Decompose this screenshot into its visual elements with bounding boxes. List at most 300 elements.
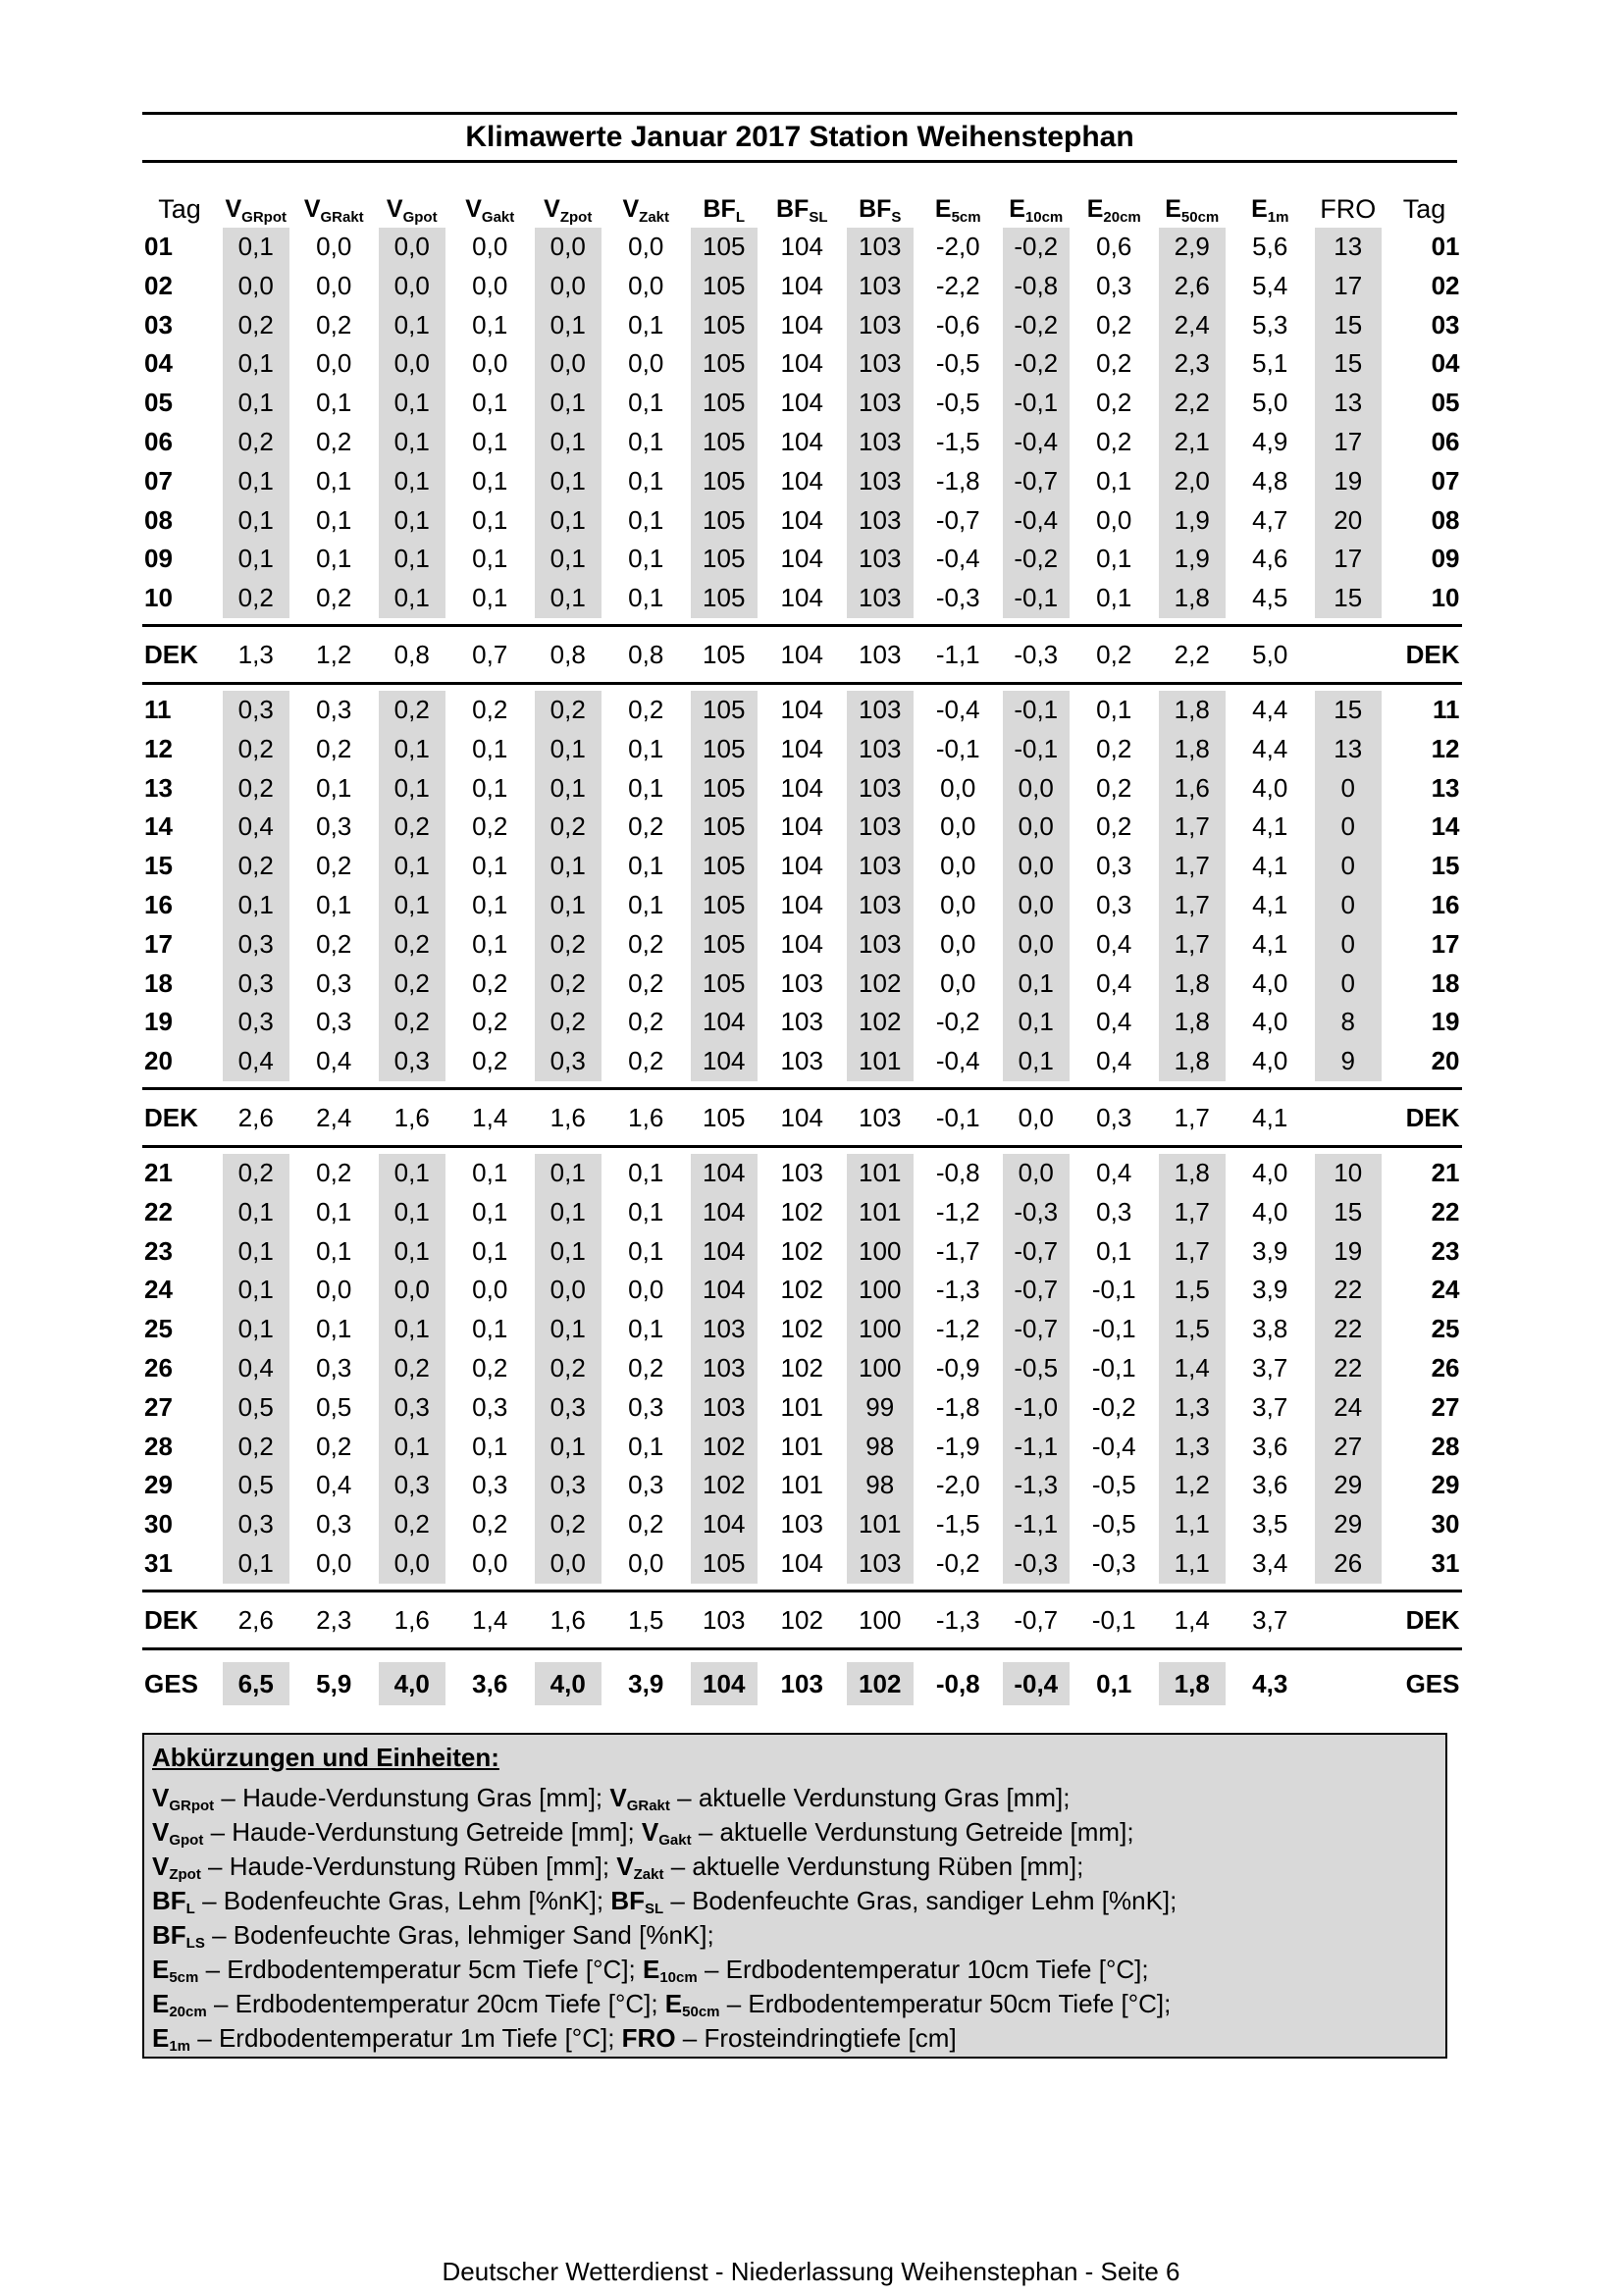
table-cell xyxy=(841,625,919,683)
table-row xyxy=(142,579,1462,618)
cell-value: 13 xyxy=(1315,228,1382,267)
table-cell xyxy=(529,267,607,306)
table-cell xyxy=(919,1428,998,1467)
cell-value: -2,0 xyxy=(935,232,980,261)
table-cell xyxy=(1309,1656,1387,1711)
cell-value: 0,1 xyxy=(472,851,508,881)
cell-value: 104 xyxy=(780,348,823,379)
table-cell xyxy=(685,540,763,579)
header-col-sub: 1m xyxy=(1267,208,1289,226)
row-label: 10 xyxy=(144,583,173,613)
cell-value: 0,1 xyxy=(535,1428,602,1467)
legend-text: – Erdbodentemperatur 20cm Tiefe [°C]; xyxy=(206,1989,665,2018)
table-cell xyxy=(841,1466,919,1505)
table-cell xyxy=(607,691,686,730)
row-label: 21 xyxy=(144,1157,173,1187)
cell-value: 1,3 xyxy=(1159,1388,1226,1428)
cell-value: 100 xyxy=(847,1349,914,1388)
cell-value: 2,0 xyxy=(1159,462,1226,501)
row-label-right: 22 xyxy=(1431,1196,1460,1226)
legend-title: Abkürzungen und Einheiten: xyxy=(152,1743,499,1772)
cell-value: 0,2 xyxy=(535,808,602,847)
cell-value: 0,5 xyxy=(223,1388,289,1428)
cell-value: 0,2 xyxy=(379,808,445,847)
table-row xyxy=(142,306,1462,345)
table-cell xyxy=(217,1003,295,1042)
legend-abbr: $V_{Gpot}$ xyxy=(152,1817,204,1849)
table-cell xyxy=(997,625,1075,683)
cell-value: 3,7 xyxy=(1252,1604,1288,1635)
cell-value: 1,3 xyxy=(237,639,274,669)
table-cell xyxy=(607,1428,686,1467)
table-cell xyxy=(217,965,295,1004)
table-cell xyxy=(685,1154,763,1193)
table-cell xyxy=(217,1349,295,1388)
cell-value: 2,2 xyxy=(1159,384,1226,423)
cell-value: 3,7 xyxy=(1252,1352,1288,1383)
table-cell xyxy=(1075,925,1154,965)
table-cell xyxy=(451,1042,530,1081)
table-cell xyxy=(685,228,763,267)
header-col xyxy=(451,190,530,228)
cell-value: 0,1 xyxy=(379,384,445,423)
table-cell xyxy=(295,1088,374,1146)
cell-value: 0,3 xyxy=(223,691,289,730)
cell-value: 9 xyxy=(1315,1042,1382,1081)
table-cell xyxy=(295,625,374,683)
cell-value: 0,1 xyxy=(379,462,445,501)
cell-value: 0,0 xyxy=(1003,808,1070,847)
cell-value: 0,3 xyxy=(223,925,289,965)
spacer-cell xyxy=(142,1146,1462,1154)
table-cell xyxy=(997,1428,1075,1467)
table-cell xyxy=(763,1003,842,1042)
table-cell xyxy=(1075,808,1154,847)
cell-value: 0,2 xyxy=(379,925,445,965)
cell-value: 0,2 xyxy=(223,730,289,769)
header-col-sub: Zakt xyxy=(639,208,670,226)
table-cell xyxy=(529,344,607,384)
cell-value: 103 xyxy=(847,267,914,306)
header-col xyxy=(607,190,686,228)
cell-value: 0,3 xyxy=(223,1505,289,1544)
table-cell xyxy=(451,1193,530,1232)
table-cell xyxy=(529,1232,607,1272)
table-cell xyxy=(529,1505,607,1544)
table-cell xyxy=(685,730,763,769)
cell-value: 0,1 xyxy=(472,889,508,919)
header-col-base: V xyxy=(622,194,640,223)
table-cell xyxy=(607,501,686,541)
cell-value: 0,0 xyxy=(535,1271,602,1310)
table-cell xyxy=(763,1271,842,1310)
table-cell xyxy=(607,1042,686,1081)
cell-value: 0,3 xyxy=(535,1042,602,1081)
row-label-right: 14 xyxy=(1431,811,1460,842)
cell-value: 104 xyxy=(780,465,823,496)
table-cell xyxy=(919,384,998,423)
table-cell xyxy=(997,769,1075,809)
table-cell xyxy=(997,267,1075,306)
table-cell xyxy=(1231,462,1310,501)
cell-value: 100 xyxy=(859,1604,902,1635)
cell-value: -0,7 xyxy=(1003,1271,1070,1310)
table-cell xyxy=(763,1310,842,1349)
table-cell xyxy=(1309,267,1387,306)
row-label: 07 xyxy=(144,465,173,496)
table-cell xyxy=(451,540,530,579)
table-cell xyxy=(217,228,295,267)
cell-value: 104 xyxy=(780,733,823,763)
cell-value: 15 xyxy=(1315,306,1382,345)
cell-value: 0,1 xyxy=(628,1314,664,1344)
table-cell xyxy=(685,1193,763,1232)
legend-abbr: $E_{10cm}$ xyxy=(643,1955,698,1986)
table-cell xyxy=(685,1232,763,1272)
cell-value: 0,3 xyxy=(472,1470,508,1500)
cell-value: 0,1 xyxy=(223,1271,289,1310)
table-cell xyxy=(217,1088,295,1146)
table-row xyxy=(142,384,1462,423)
cell-value: 0,8 xyxy=(393,639,430,669)
cell-value: 0,0 xyxy=(1018,1102,1054,1132)
table-cell xyxy=(373,540,451,579)
cell-value: 17 xyxy=(1315,267,1382,306)
table-cell xyxy=(295,1466,374,1505)
table-cell xyxy=(607,579,686,618)
cell-value: 26 xyxy=(1315,1544,1382,1584)
legend-abbr-sub: Gakt xyxy=(658,1832,692,1849)
table-cell xyxy=(685,1271,763,1310)
table-cell xyxy=(373,808,451,847)
cell-value: 0,2 xyxy=(1096,309,1132,339)
cell-value: 0,1 xyxy=(472,583,508,613)
legend-abbr-sub: GRpot xyxy=(169,1798,215,1814)
table-row xyxy=(142,540,1462,579)
cell-value: 0,0 xyxy=(628,1275,664,1305)
row-label: 17 xyxy=(144,928,173,959)
table-row xyxy=(142,1232,1462,1272)
cell-value: 1,8 xyxy=(1159,1003,1226,1042)
row-label: DEK xyxy=(142,1591,217,1648)
table-cell xyxy=(295,1154,374,1193)
table-cell xyxy=(451,847,530,886)
table-row xyxy=(142,1349,1462,1388)
cell-value: -0,8 xyxy=(935,1668,980,1698)
table-cell xyxy=(451,1591,530,1648)
cell-value: 0,2 xyxy=(628,1509,664,1539)
table-cell xyxy=(373,579,451,618)
cell-value: 103 xyxy=(847,730,914,769)
row-label-right: 03 xyxy=(1431,309,1460,339)
cell-value: 4,3 xyxy=(1252,1668,1288,1698)
cell-value: 1,3 xyxy=(1159,1428,1226,1467)
table-row xyxy=(142,462,1462,501)
table-cell xyxy=(1153,691,1231,730)
table-cell xyxy=(685,1388,763,1428)
table-cell xyxy=(685,384,763,423)
cell-value: 0,0 xyxy=(535,344,602,384)
cell-value: 22 xyxy=(1315,1349,1382,1388)
cell-value: 0,2 xyxy=(1096,811,1132,842)
cell-value: 0,2 xyxy=(535,1505,602,1544)
cell-value: 0,2 xyxy=(472,1509,508,1539)
cell-value: 105 xyxy=(691,384,758,423)
table-cell xyxy=(217,886,295,925)
table-cell xyxy=(1153,769,1231,809)
cell-value: 105 xyxy=(691,808,758,847)
cell-value: 4,0 xyxy=(379,1662,445,1705)
table-cell xyxy=(1153,1505,1231,1544)
table-cell xyxy=(1153,1271,1231,1310)
table-cell xyxy=(1075,730,1154,769)
spacer-cell xyxy=(142,1081,1462,1089)
table-cell xyxy=(685,1544,763,1584)
cell-value: 0,1 xyxy=(628,1431,664,1461)
table-cell xyxy=(841,1544,919,1584)
row-label-right: 05 xyxy=(1431,388,1460,418)
cell-value: 0,3 xyxy=(1096,1196,1132,1226)
header-col-sub: GRpot xyxy=(241,208,287,226)
cell-value: 104 xyxy=(780,811,823,842)
cell-value: -1,3 xyxy=(935,1275,980,1305)
cell-value: 104 xyxy=(780,928,823,959)
cell-value: 2,6 xyxy=(1159,267,1226,306)
table-cell xyxy=(607,808,686,847)
cell-value: 0,0 xyxy=(535,1544,602,1584)
header-col xyxy=(529,190,607,228)
table-cell xyxy=(451,925,530,965)
table-cell xyxy=(217,691,295,730)
table-cell xyxy=(685,625,763,683)
cell-value: -1,7 xyxy=(935,1235,980,1266)
table-cell xyxy=(451,384,530,423)
table-row xyxy=(142,1003,1462,1042)
cell-value: 98 xyxy=(847,1466,914,1505)
table-cell xyxy=(217,1656,295,1711)
table-row xyxy=(142,1544,1462,1584)
table-cell xyxy=(1075,306,1154,345)
cell-value: 0,0 xyxy=(1003,769,1070,809)
cell-value: 1,8 xyxy=(1159,1662,1226,1705)
table-cell xyxy=(1075,1349,1154,1388)
cell-value: 0,3 xyxy=(316,1352,352,1383)
table-cell xyxy=(685,691,763,730)
cell-value: -0,6 xyxy=(935,309,980,339)
cell-value: 104 xyxy=(780,772,823,803)
table-cell xyxy=(841,344,919,384)
table-cell xyxy=(373,965,451,1004)
cell-value: 0,1 xyxy=(223,540,289,579)
cell-value: 0,1 xyxy=(535,384,602,423)
cell-value: 102 xyxy=(780,1352,823,1383)
cell-value: 0,4 xyxy=(1096,1007,1132,1037)
cell-value: 103 xyxy=(859,639,902,669)
cell-value: 102 xyxy=(847,1662,914,1705)
cell-value: -1,1 xyxy=(1003,1505,1070,1544)
table-cell xyxy=(217,344,295,384)
cell-value: 100 xyxy=(847,1271,914,1310)
cell-value: 105 xyxy=(691,691,758,730)
table-cell xyxy=(997,1232,1075,1272)
header-col-base: E xyxy=(1165,194,1181,223)
header-col xyxy=(295,190,374,228)
header-col xyxy=(997,190,1075,228)
table-cell xyxy=(373,1042,451,1081)
row-label-right: 19 xyxy=(1431,1007,1460,1037)
legend-abbr: $V_{Zakt}$ xyxy=(616,1852,664,1883)
table-cell xyxy=(607,1349,686,1388)
table-cell xyxy=(997,1505,1075,1544)
cell-value: 0,1 xyxy=(535,1310,602,1349)
cell-value: 2,2 xyxy=(1174,639,1210,669)
table-cell xyxy=(997,965,1075,1004)
table-cell xyxy=(763,423,842,462)
table-cell xyxy=(997,1349,1075,1388)
cell-value: 105 xyxy=(691,344,758,384)
cell-value: 0,3 xyxy=(535,1466,602,1505)
cell-value: 103 xyxy=(847,501,914,541)
table-cell xyxy=(1153,1232,1231,1272)
cell-value: 0,1 xyxy=(535,847,602,886)
cell-value: -0,5 xyxy=(935,388,980,418)
table-cell xyxy=(1153,1088,1231,1146)
cell-value: -1,5 xyxy=(935,1509,980,1539)
table-cell xyxy=(451,1154,530,1193)
table-cell xyxy=(295,344,374,384)
header-col-base: V xyxy=(303,194,321,223)
cell-value: 0,1 xyxy=(472,465,508,496)
table-cell xyxy=(919,1349,998,1388)
cell-value: -0,3 xyxy=(1003,1544,1070,1584)
table-cell xyxy=(1309,579,1387,618)
table-row xyxy=(142,1310,1462,1349)
table-cell xyxy=(685,1656,763,1711)
table-cell xyxy=(997,1193,1075,1232)
table-cell xyxy=(373,1428,451,1467)
cell-value: 104 xyxy=(691,1271,758,1310)
table-cell xyxy=(1309,1310,1387,1349)
row-label-right: 31 xyxy=(1431,1547,1460,1578)
table-cell xyxy=(529,1591,607,1648)
table-cell xyxy=(217,501,295,541)
cell-value: -0,8 xyxy=(1003,267,1070,306)
table-cell xyxy=(1075,625,1154,683)
header-fro: FRO xyxy=(1320,193,1377,224)
table-cell xyxy=(1309,691,1387,730)
cell-value: 4,9 xyxy=(1252,426,1288,456)
document-page xyxy=(142,112,1460,1711)
table-cell xyxy=(763,1349,842,1388)
cell-value: 0,0 xyxy=(940,772,976,803)
table-cell xyxy=(1153,1388,1231,1428)
spacer-row xyxy=(142,618,1462,626)
cell-value: 105 xyxy=(691,267,758,306)
cell-value: 0,1 xyxy=(472,733,508,763)
table-cell xyxy=(763,1193,842,1232)
cell-value: 20 xyxy=(1315,501,1382,541)
cell-value: -0,2 xyxy=(935,1547,980,1578)
table-cell xyxy=(1075,1505,1154,1544)
cell-value: 100 xyxy=(847,1310,914,1349)
table-cell xyxy=(841,1591,919,1648)
table-cell xyxy=(529,1466,607,1505)
table-cell xyxy=(841,1003,919,1042)
cell-value: 4,1 xyxy=(1252,928,1288,959)
table-cell xyxy=(1309,1349,1387,1388)
cell-value: 13 xyxy=(1315,730,1382,769)
table-cell xyxy=(1153,1193,1231,1232)
cell-value: 102 xyxy=(847,965,914,1004)
cell-value: 0,0 xyxy=(940,928,976,959)
cell-value: 0,1 xyxy=(1096,694,1132,724)
table-cell xyxy=(529,965,607,1004)
table-cell xyxy=(997,1154,1075,1193)
row-label: DEK xyxy=(142,625,217,683)
cell-value: -1,8 xyxy=(935,1391,980,1422)
cell-value: 103 xyxy=(847,925,914,965)
cell-value: 103 xyxy=(780,1046,823,1076)
cell-value: 4,6 xyxy=(1252,544,1288,574)
cell-value: 104 xyxy=(780,583,823,613)
table-cell xyxy=(607,1003,686,1042)
cell-value: -0,7 xyxy=(1014,1604,1059,1635)
cell-value: 103 xyxy=(847,344,914,384)
cell-value: 0,1 xyxy=(535,1193,602,1232)
row-label-right: 06 xyxy=(1431,426,1460,456)
table-cell xyxy=(1309,1591,1387,1648)
table-row xyxy=(142,691,1462,730)
cell-value: 0,1 xyxy=(379,423,445,462)
cell-value: 0,5 xyxy=(223,1466,289,1505)
table-cell xyxy=(763,886,842,925)
table-cell xyxy=(1153,886,1231,925)
table-cell xyxy=(763,462,842,501)
cell-value: 101 xyxy=(780,1431,823,1461)
cell-value: 0,1 xyxy=(628,1235,664,1266)
table-cell xyxy=(763,344,842,384)
table-cell xyxy=(295,384,374,423)
row-label-right: 17 xyxy=(1431,928,1460,959)
cell-value: 0,1 xyxy=(628,544,664,574)
table-cell xyxy=(373,1088,451,1146)
cell-value: 0,0 xyxy=(940,851,976,881)
cell-value: 0,2 xyxy=(379,1505,445,1544)
table-cell xyxy=(607,1271,686,1310)
cell-value: 0,3 xyxy=(1096,889,1132,919)
table-cell xyxy=(841,925,919,965)
cell-value: 0,2 xyxy=(316,928,352,959)
cell-value: 1,5 xyxy=(628,1604,664,1635)
cell-value: 0,1 xyxy=(316,1314,352,1344)
table-cell xyxy=(997,1042,1075,1081)
table-cell xyxy=(763,1388,842,1428)
table-cell xyxy=(1231,1349,1310,1388)
cell-value: -0,9 xyxy=(935,1352,980,1383)
legend-line xyxy=(152,1815,1438,1850)
table-cell xyxy=(1231,1544,1310,1584)
row-label-right: 18 xyxy=(1431,967,1460,998)
spacer-row xyxy=(142,1081,1462,1089)
table-cell xyxy=(217,925,295,965)
table-cell xyxy=(997,1271,1075,1310)
cell-value: 0,1 xyxy=(379,886,445,925)
table-cell xyxy=(1075,267,1154,306)
legend-abbr: $BF_{LS}$ xyxy=(152,1920,205,1952)
cell-value: 0,1 xyxy=(316,544,352,574)
cell-value: 13 xyxy=(1315,384,1382,423)
header-col xyxy=(373,190,451,228)
